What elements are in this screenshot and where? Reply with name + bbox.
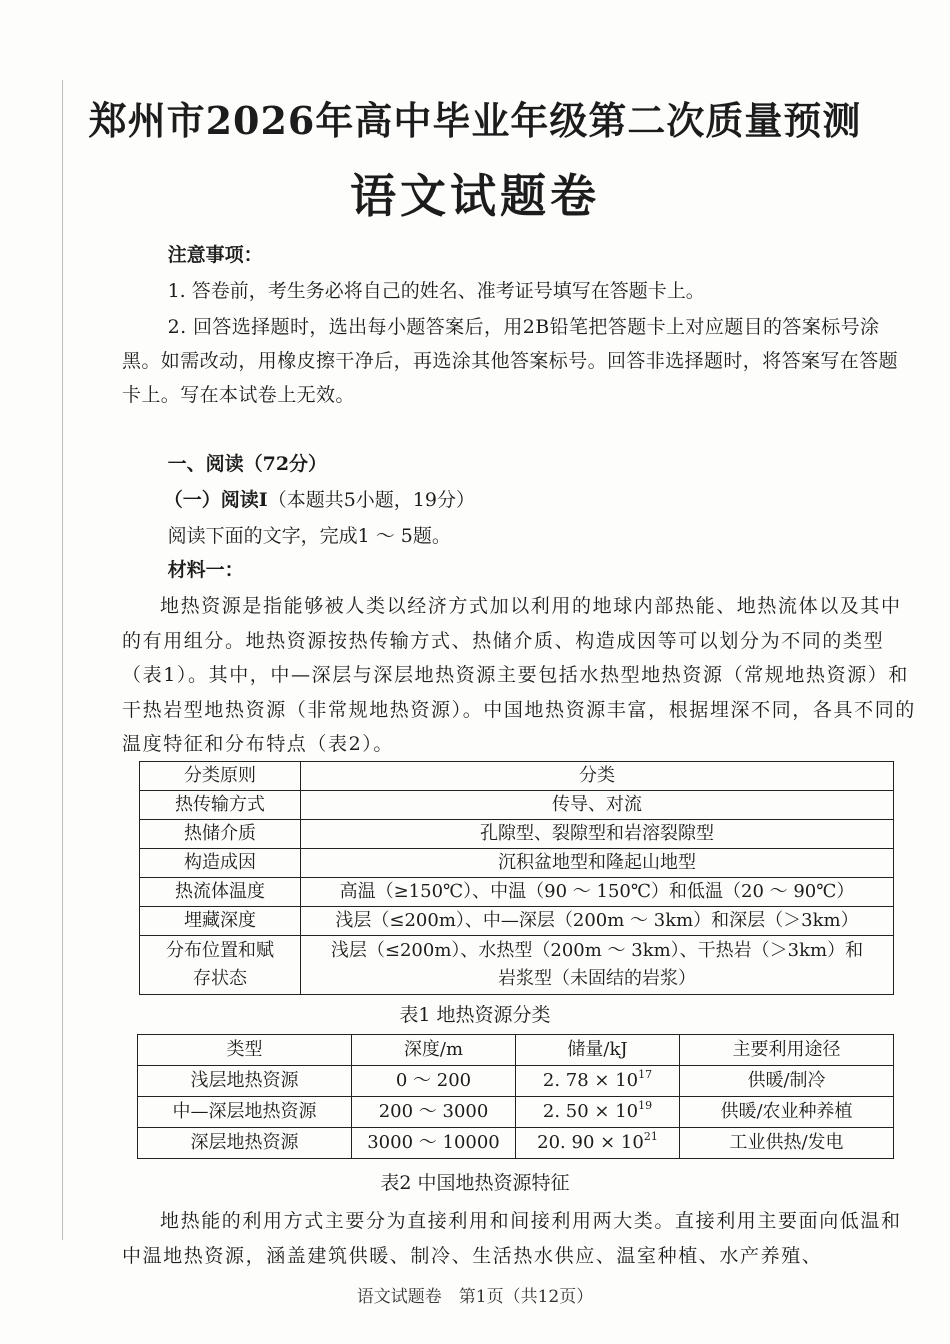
reserve-base: 2. 50 × 10	[542, 1101, 639, 1122]
passage-1	[122, 589, 917, 762]
table-cell: 供暖/制冷	[680, 1066, 894, 1097]
table-cell-line: 浅层（≤200m）、水热型（200m ～ 3km）、干热岩（＞3km）和	[330, 940, 864, 961]
table-cell: 工业供热/发电	[680, 1128, 894, 1159]
reserve-exponent: 21	[643, 1130, 658, 1143]
passage-2-text: 地热能的利用方式主要分为直接利用和间接利用两大类。直接利用主要面向低温和中温地热资源，涵盖建筑供暖、制冷、生活热水供应、温室种植、水产养殖、	[122, 1210, 902, 1267]
table-cell: 热储介质	[140, 820, 301, 849]
exam-subtitle: 语文试题卷	[350, 169, 600, 223]
table-cell	[301, 936, 894, 995]
exam-title: 郑州市2026年高中毕业年级第二次质量预测	[88, 98, 862, 143]
table-2	[137, 1034, 894, 1159]
table-cell: 浅层（≤200m）、中—深层（200m ～ 3km）和深层（＞3km）	[301, 907, 894, 936]
table-cell: 深层地热资源	[138, 1128, 352, 1159]
table-cell: 0 ～ 200	[352, 1066, 516, 1097]
table-cell: 沉积盆地型和隆起山地型	[301, 849, 894, 878]
table-row	[138, 1128, 894, 1159]
table-cell: 热流体温度	[140, 878, 301, 907]
table-row	[140, 820, 894, 849]
notes-item-2: 2. 回答选择题时，选出每小题答案后，用2B铅笔把答题卡上对应题目的答案标号涂黑。如需改动，用橡皮擦干净后，再选涂其他答案标号。回答非选择题时，将答案写在答题卡上。写在本试卷上无效。	[122, 316, 899, 406]
table-cell-line: 分布位置和赋	[166, 940, 274, 961]
table-cell: 200 ～ 3000	[352, 1097, 516, 1128]
table-cell: 孔隙型、裂隙型和岩溶裂隙型	[301, 820, 894, 849]
section-heading: 一、阅读（72分）	[167, 453, 328, 475]
table-header-cell: 深度/m	[352, 1035, 516, 1066]
reserve-exponent: 17	[638, 1068, 653, 1081]
table-cell	[516, 1128, 680, 1159]
table-cell: 构造成因	[140, 849, 301, 878]
table-header-row	[140, 762, 894, 791]
sub-section-note: （本题共5小题，19分）	[267, 489, 475, 511]
reserve-exponent: 19	[638, 1099, 653, 1112]
table-header-row	[138, 1035, 894, 1066]
table-1	[139, 761, 894, 995]
table-cell: 传导、对流	[301, 791, 894, 820]
table-cell	[140, 936, 301, 995]
table-header-cell: 分类原则	[140, 762, 301, 791]
notes-section	[122, 238, 917, 412]
reading-instruction: 阅读下面的文字，完成1 ～ 5题。	[167, 525, 451, 547]
binding-margin-line	[62, 80, 63, 1240]
reserve-base: 20. 90 × 10	[537, 1132, 644, 1153]
table-row	[138, 1066, 894, 1097]
table-cell: 供暖/农业种养植	[680, 1097, 894, 1128]
page-footer: 语文试题卷 第1页（共12页）	[356, 1287, 594, 1307]
table-header-cell: 分类	[301, 762, 894, 791]
passage-2	[122, 1204, 917, 1273]
notes-heading: 注意事项：	[167, 244, 263, 266]
material-label: 材料一：	[167, 559, 244, 581]
table-cell	[516, 1097, 680, 1128]
table-cell: 3000 ～ 10000	[352, 1128, 516, 1159]
table-2-caption: 表2 中国地热资源特征	[380, 1172, 570, 1194]
table-cell-line: 存状态	[193, 968, 247, 989]
table-header-cell: 类型	[138, 1035, 352, 1066]
table-row	[140, 878, 894, 907]
table-cell: 高温（≥150℃）、中温（90 ～ 150℃）和低温（20 ～ 90℃）	[301, 878, 894, 907]
table-cell: 中—深层地热资源	[138, 1097, 352, 1128]
passage-1-text: 地热资源是指能够被人类以经济方式加以利用的地球内部热能、地热流体以及其中的有用组分。地热资源按热传输方式、热储介质、构造成因等可以划分为不同的类型（表1）。其中，中—深层与深层地热资源主要包括水热型地热资源（常规地热资源）和干热岩型地热资源（非常规地热资源）。中国地热资源丰富，根据埋深不同，各具不同的温度特征和分布特点（表2）。	[122, 595, 916, 755]
table-cell: 埋藏深度	[140, 907, 301, 936]
table-cell-line: 岩浆型（未固结的岩浆）	[498, 968, 696, 989]
table-cell	[516, 1066, 680, 1097]
table-cell: 浅层地热资源	[138, 1066, 352, 1097]
table-header-cell: 储量/kJ	[516, 1035, 680, 1066]
table-row	[140, 849, 894, 878]
reading-section	[122, 447, 917, 587]
table-header-cell: 主要利用途径	[680, 1035, 894, 1066]
table-row	[140, 791, 894, 820]
sub-section-title: （一）阅读Ⅰ	[163, 489, 268, 511]
table-row	[140, 936, 894, 995]
notes-item-1: 1. 答卷前，考生务必将自己的姓名、准考证号填写在答题卡上。	[167, 280, 705, 302]
sub-section-heading	[122, 483, 917, 517]
table-row	[140, 907, 894, 936]
table-row	[138, 1097, 894, 1128]
table-cell: 热传输方式	[140, 791, 301, 820]
table-1-caption: 表1 地热资源分类	[399, 1004, 551, 1026]
reserve-base: 2. 78 × 10	[542, 1070, 639, 1091]
